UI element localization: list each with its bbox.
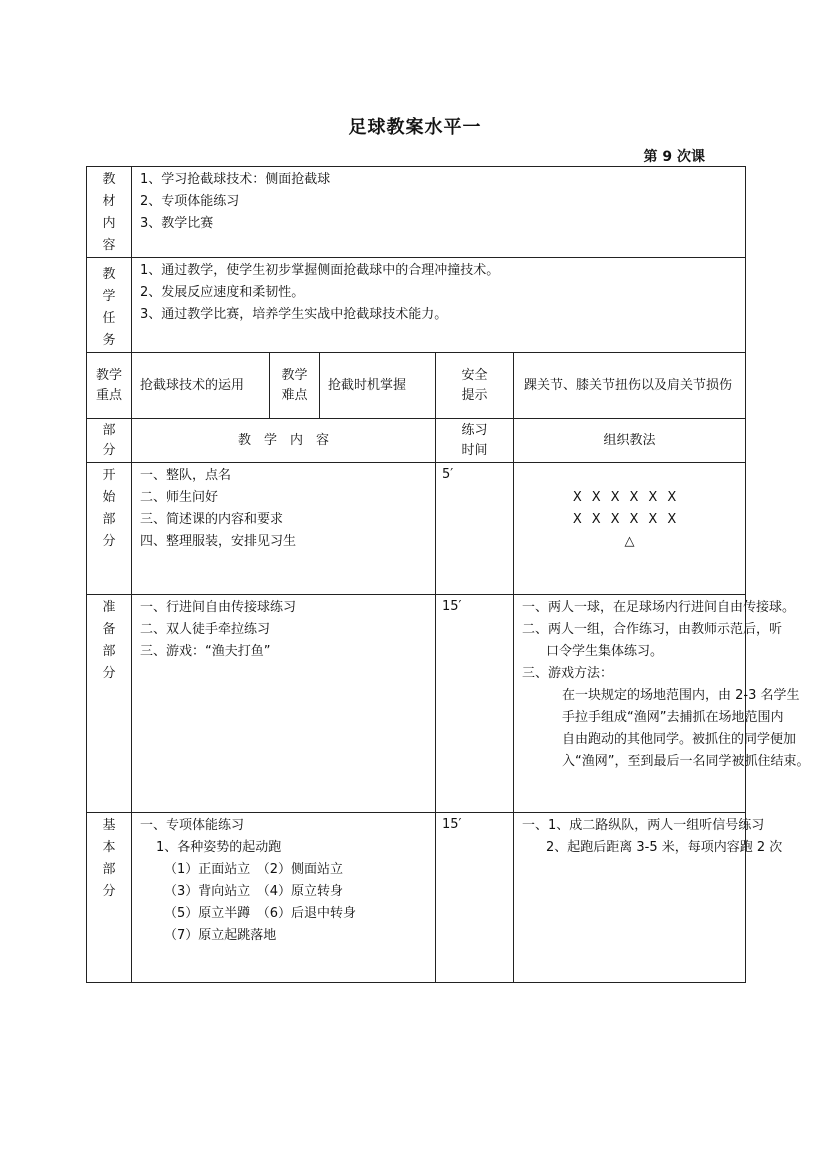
task-item: 3、通过教学比赛，培养学生实战中抢截球技术能力。	[140, 307, 448, 322]
key-point-value: 抢截球技术的运用	[132, 353, 270, 419]
difficulty-label: 教学 难点	[270, 353, 320, 419]
list-item: 入“渔网”，至到最后一名同学被抓住结束。	[562, 754, 810, 769]
section-time: 15′	[436, 595, 514, 813]
section-basic	[87, 813, 746, 983]
list-item: 一、1、成二路纵队，两人一组听信号练习	[522, 818, 765, 833]
list-item: 四、整理服装，安排见习生	[140, 534, 297, 549]
section-content	[132, 463, 436, 595]
header-content: 教 学 内 容	[132, 419, 436, 463]
list-item: 三、游戏方法：	[522, 666, 614, 681]
list-item: 一、专项体能练习	[140, 818, 245, 833]
section-name: 开 始 部 分	[87, 463, 132, 595]
section-content	[132, 595, 436, 813]
lesson-number: 第 9 次课	[643, 149, 705, 165]
list-item: 二、双人徒手牵拉练习	[140, 622, 271, 637]
list-item: （1）正面站立 （2）侧面站立	[164, 862, 344, 877]
content-items	[132, 167, 746, 258]
section-start	[87, 463, 746, 595]
section-content	[132, 813, 436, 983]
section-name: 准 备 部 分	[87, 595, 132, 813]
list-item: 二、两人一组，合作练习，由教师示范后，听	[522, 622, 783, 637]
task-items	[132, 258, 746, 353]
task-item: 1、通过教学，使学生初步掌握侧面抢截球中的合理冲撞技术。	[140, 263, 500, 278]
header-method: 组织教法	[514, 419, 746, 463]
section-time: 5′	[436, 463, 514, 595]
list-item: 三、游戏：“渔夫打鱼”	[140, 644, 271, 659]
header-row	[87, 419, 746, 463]
list-item: 在一块规定的场地范围内，由 2-3 名学生	[562, 688, 800, 703]
section-method	[514, 813, 783, 983]
section-prep	[87, 595, 746, 813]
section-name: 基 本 部 分	[87, 813, 132, 983]
list-item: 一、两人一球，在足球场内行进间自由传接球。	[522, 600, 796, 615]
section-method	[514, 463, 746, 595]
formation-row: XXXXXX	[572, 490, 687, 505]
safety-label: 安全 提示	[436, 353, 514, 419]
content-item: 1、学习抢截球技术：侧面抢截球	[140, 172, 331, 187]
header-section: 部 分	[87, 419, 132, 463]
difficulty-value: 抢截时机掌握	[320, 353, 436, 419]
task-row	[87, 258, 746, 353]
lesson-plan-table	[86, 166, 810, 983]
content-item: 2、专项体能练习	[140, 194, 240, 209]
focus-row	[87, 353, 746, 419]
list-item: 手拉手组成“渔网”去捕抓在场地范围内	[562, 710, 784, 725]
teacher-triangle: △	[624, 534, 635, 549]
formation-diagram	[514, 463, 745, 553]
section-time: 15′	[436, 813, 514, 983]
list-item: 二、师生问好	[140, 490, 219, 505]
page-title: 足球教案水平一	[348, 117, 482, 138]
list-item: 一、整队，点名	[140, 468, 232, 483]
list-item: 口令学生集体练习。	[546, 644, 664, 659]
task-item: 2、发展反应速度和柔韧性。	[140, 285, 305, 300]
task-label: 教 学 任 务	[87, 258, 132, 353]
key-point-label: 教学 重点	[87, 353, 132, 419]
list-item: （7）原立起跳落地	[164, 928, 277, 943]
list-item: 三、简述课的内容和要求	[140, 512, 284, 527]
formation-row: XXXXXX	[572, 512, 687, 527]
list-item: （5）原立半蹲 （6）后退中转身	[164, 906, 357, 921]
list-item: 1、各种姿势的起动跑	[156, 840, 282, 855]
content-item: 3、教学比赛	[140, 216, 214, 231]
header-time: 练习 时间	[436, 419, 514, 463]
content-row	[87, 167, 746, 258]
list-item: （3）背向站立 （4）原立转身	[164, 884, 344, 899]
safety-value: 踝关节、膝关节扭伤以及肩关节损伤	[514, 353, 746, 419]
list-item: 自由跑动的其他同学。被抓住的同学便加	[562, 732, 797, 747]
content-label: 教 材 内 容	[87, 167, 132, 258]
section-method	[514, 595, 810, 813]
list-item: 2、起跑后距离 3-5 米，每项内容跑 2 次	[546, 840, 783, 855]
list-item: 一、行进间自由传接球练习	[140, 600, 297, 615]
